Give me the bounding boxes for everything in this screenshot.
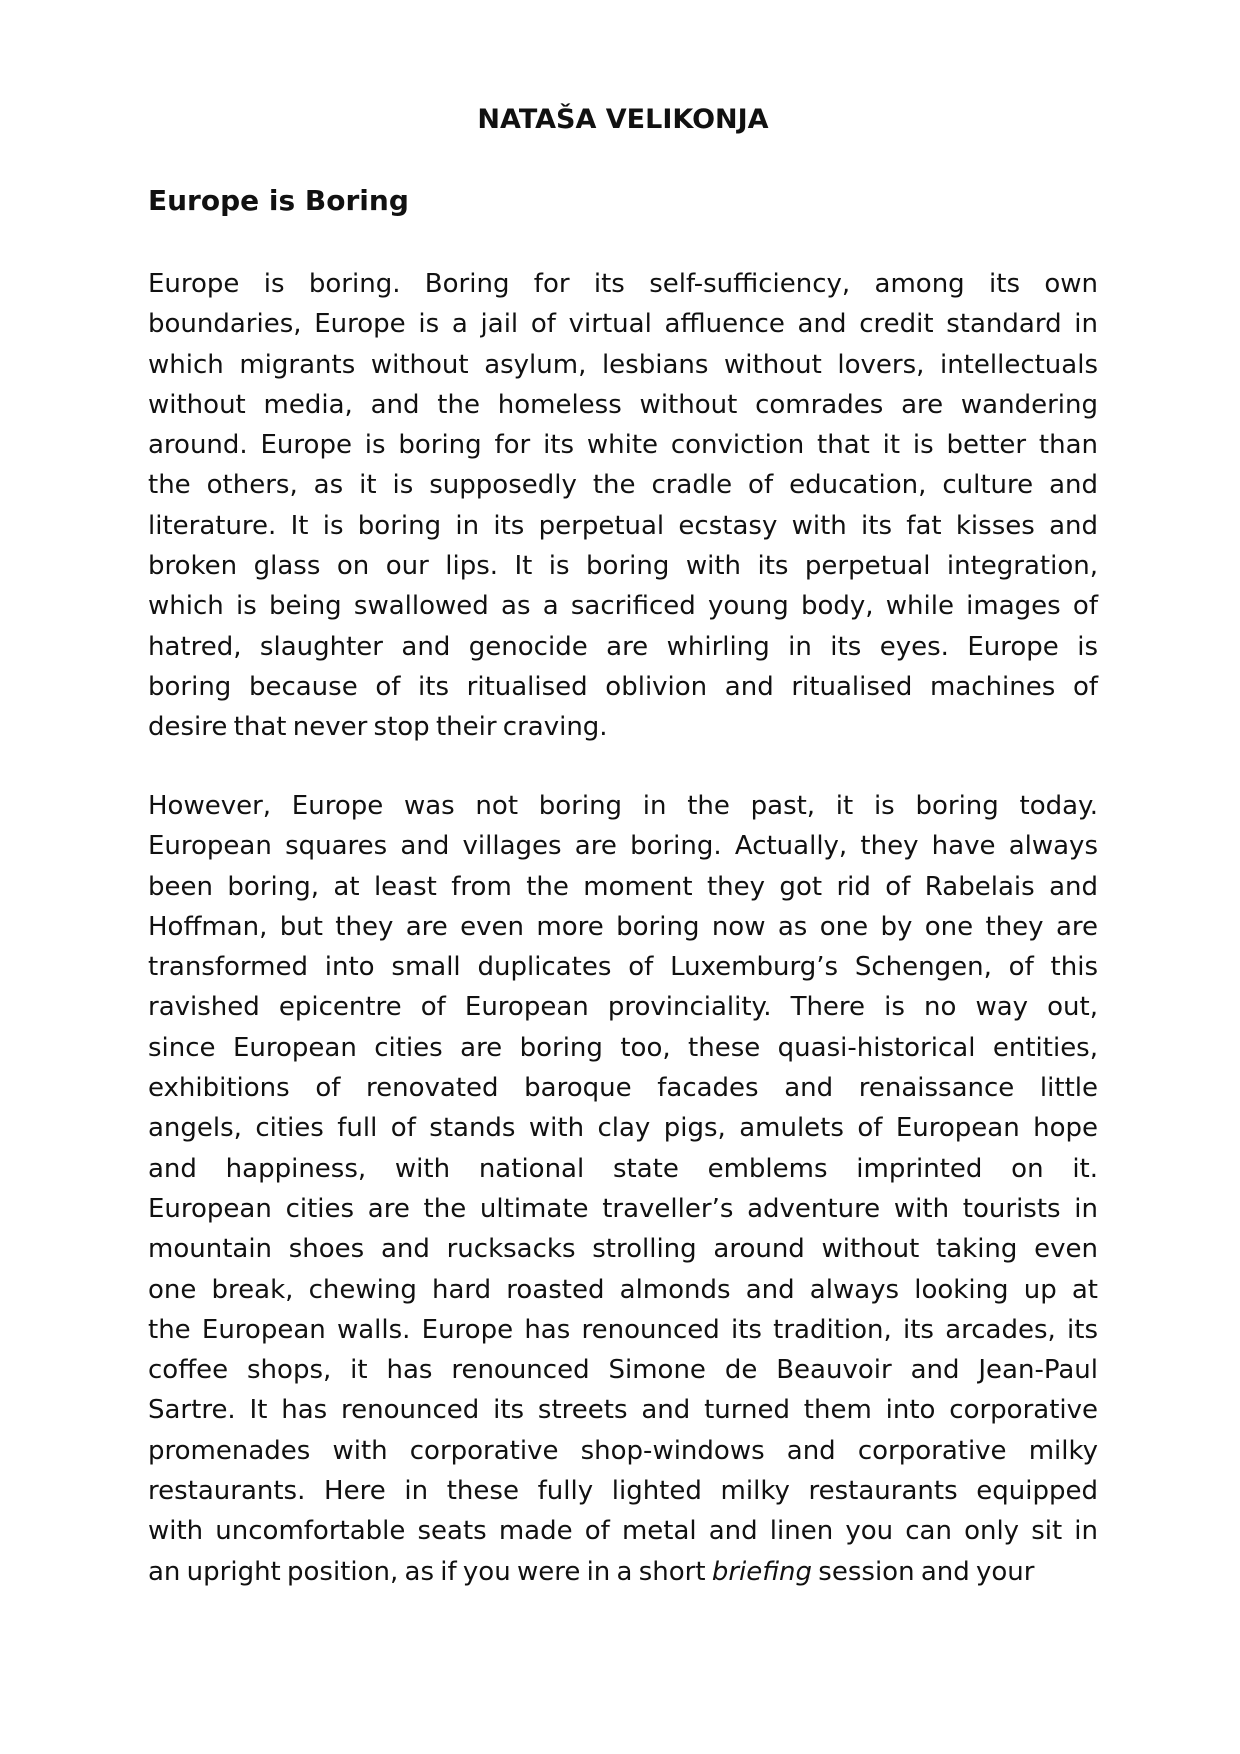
text-line: European cities are the ultimate traveller’s adventure with tourists in xyxy=(148,1193,1098,1224)
text-line: since European cities are boring too, these quasi-historical entities, xyxy=(148,1032,1098,1063)
paragraph-1 xyxy=(148,264,1098,748)
text-line: transformed into small duplicates of Luxemburg’s Schengen, of this xyxy=(148,952,1098,983)
text-line: Europe is boring. Boring for its self-sufficiency, among its own xyxy=(148,269,1098,299)
text-line: boring because of its ritualised oblivion and ritualised machines of xyxy=(148,671,1098,702)
text-line: exhibitions of renovated baroque facades and renaissance little xyxy=(148,1073,1098,1104)
text-line: the others, as it is supposedly the cradle of education, culture and xyxy=(148,470,1098,501)
text-segment: an upright position, as if you were in a short xyxy=(148,1556,712,1587)
text-line: ravished epicentre of European provinciality. There is no way out, xyxy=(148,992,1098,1023)
italic-term: briefing xyxy=(711,1556,813,1587)
author-name: NATAŠA VELIKONJA xyxy=(477,104,769,135)
text-line: hatred, slaughter and genocide are whirling in its eyes. Europe is xyxy=(148,631,1098,662)
document-page xyxy=(148,0,1098,1754)
text-line: However, Europe was not boring in the past, it is boring today. xyxy=(148,791,1098,821)
text-line: around. Europe is boring for its white conviction that it is better than xyxy=(148,430,1098,461)
text-line: desire that never stop their craving. xyxy=(148,712,608,743)
text-line: which is being swallowed as a sacrificed young body, while images of xyxy=(148,591,1098,622)
text-line: mountain shoes and rucksacks strolling around without taking even xyxy=(148,1234,1098,1265)
text-line: without media, and the homeless without comrades are wandering xyxy=(148,389,1098,420)
text-line: and happiness, with national state emblems imprinted on it. xyxy=(148,1153,1098,1184)
text-line-final xyxy=(148,1552,1098,1592)
text-line: coffee shops, it has renounced Simone de Beauvoir and Jean-Paul xyxy=(148,1355,1098,1386)
text-line: broken glass on our lips. It is boring with its perpetual integration, xyxy=(148,551,1098,582)
text-line: with uncomfortable seats made of metal and linen you can only sit in xyxy=(148,1516,1098,1547)
text-segment: session and your xyxy=(812,1556,1035,1587)
paragraph-2 xyxy=(148,786,1098,1592)
text-line: which migrants without asylum, lesbians without lovers, intellectuals xyxy=(148,349,1098,380)
text-line: one break, chewing hard roasted almonds and always looking up at xyxy=(148,1274,1098,1305)
text-line: the European walls. Europe has renounced its tradition, its arcades, its xyxy=(148,1314,1098,1345)
text-line: European squares and villages are boring. Actually, they have always xyxy=(148,831,1098,862)
text-line: been boring, at least from the moment they got rid of Rabelais and xyxy=(148,871,1098,902)
essay-title: Europe is Boring xyxy=(148,184,409,217)
text-line: Sartre. It has renounced its streets and turned them into corporative xyxy=(148,1395,1098,1426)
text-line: boundaries, Europe is a jail of virtual affluence and credit standard in xyxy=(148,309,1098,340)
text-line: Hoffman, but they are even more boring now as one by one they are xyxy=(148,911,1098,942)
text-line: promenades with corporative shop-windows and corporative milky xyxy=(148,1435,1098,1466)
text-line: literature. It is boring in its perpetual ecstasy with its fat kisses and xyxy=(148,510,1098,541)
text-line: restaurants. Here in these fully lighted milky restaurants equipped xyxy=(148,1476,1098,1507)
text-line: angels, cities full of stands with clay pigs, amulets of European hope xyxy=(148,1113,1098,1144)
